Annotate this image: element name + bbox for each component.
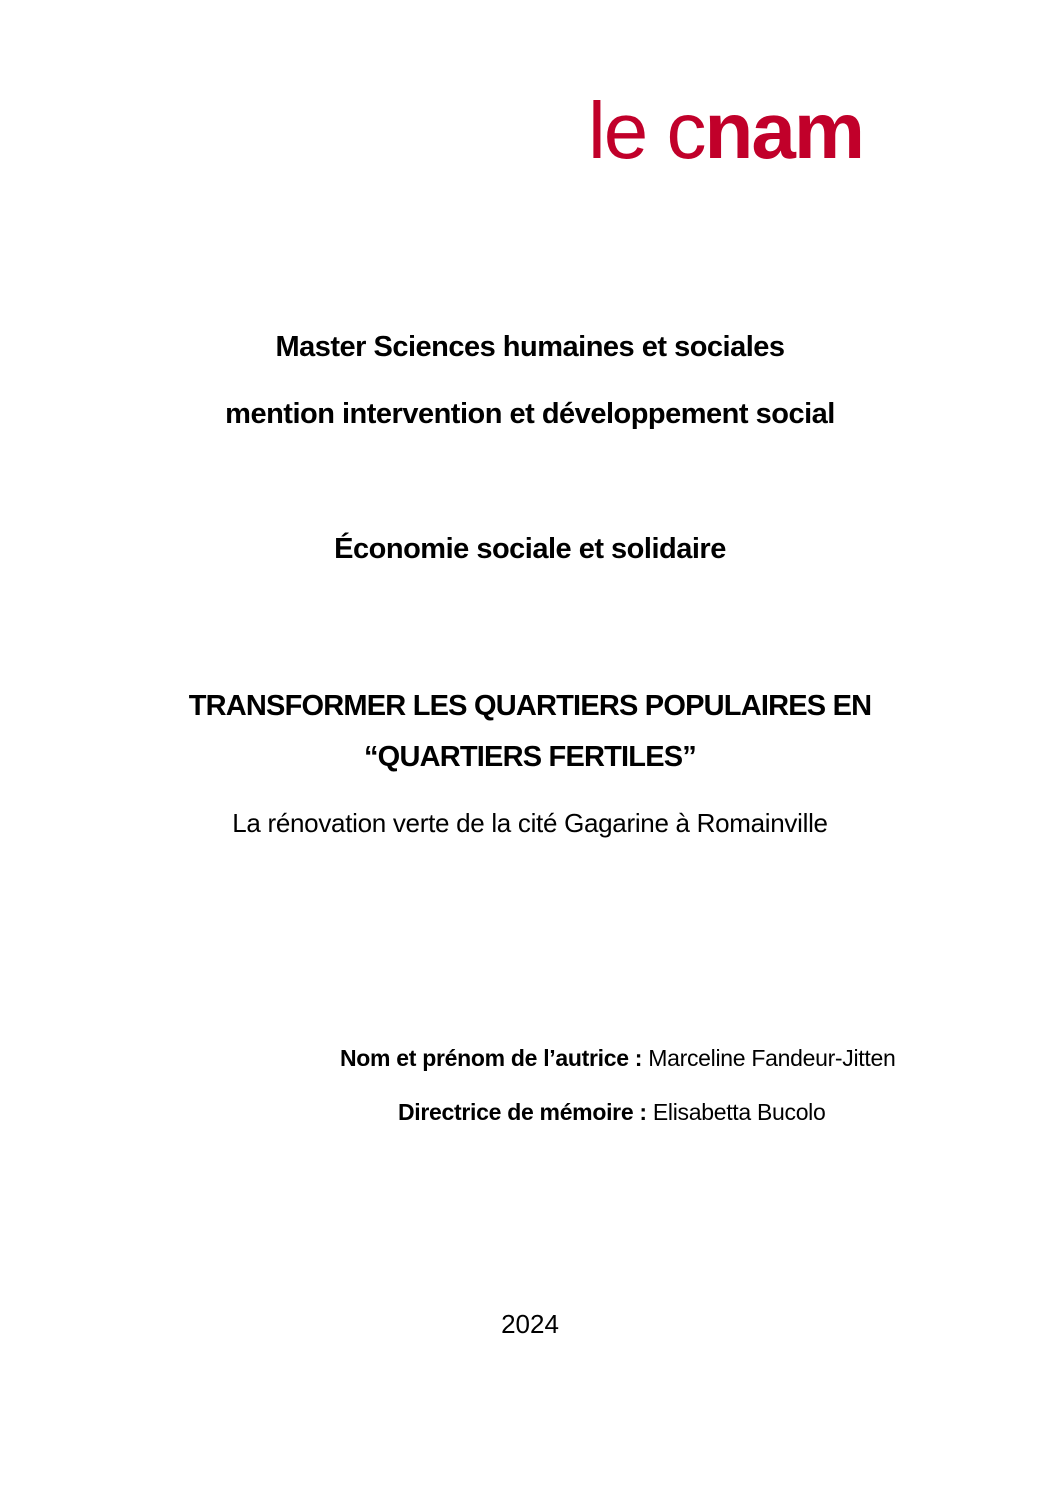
thesis-title-line-2: “QUARTIERS FERTILES”	[363, 741, 696, 773]
thesis-subtitle: La rénovation verte de la cité Gagarine à Romainville	[232, 808, 828, 838]
program-line-2: mention intervention et développement social	[225, 398, 835, 430]
program-line-1: Master Sciences humaines et sociales	[275, 331, 785, 363]
thesis-title-line-1: TRANSFORMER LES QUARTIERS POPULAIRES EN	[188, 690, 872, 722]
author-line	[340, 1045, 895, 1072]
director-line	[398, 1099, 825, 1126]
director-label: Directrice de mémoire :	[398, 1099, 647, 1125]
logo-text-bold: nam	[704, 88, 863, 168]
logo-text-light: le c	[588, 88, 705, 168]
author-label: Nom et prénom de l’autrice :	[340, 1045, 643, 1071]
cnam-logo	[588, 88, 908, 168]
author-name: Marceline Fandeur-Jitten	[648, 1045, 896, 1071]
director-name: Elisabetta Bucolo	[652, 1099, 826, 1125]
specialty-heading: Économie sociale et solidaire	[334, 533, 726, 565]
svg-text:le cnam	[588, 88, 863, 168]
year: 2024	[501, 1309, 559, 1339]
